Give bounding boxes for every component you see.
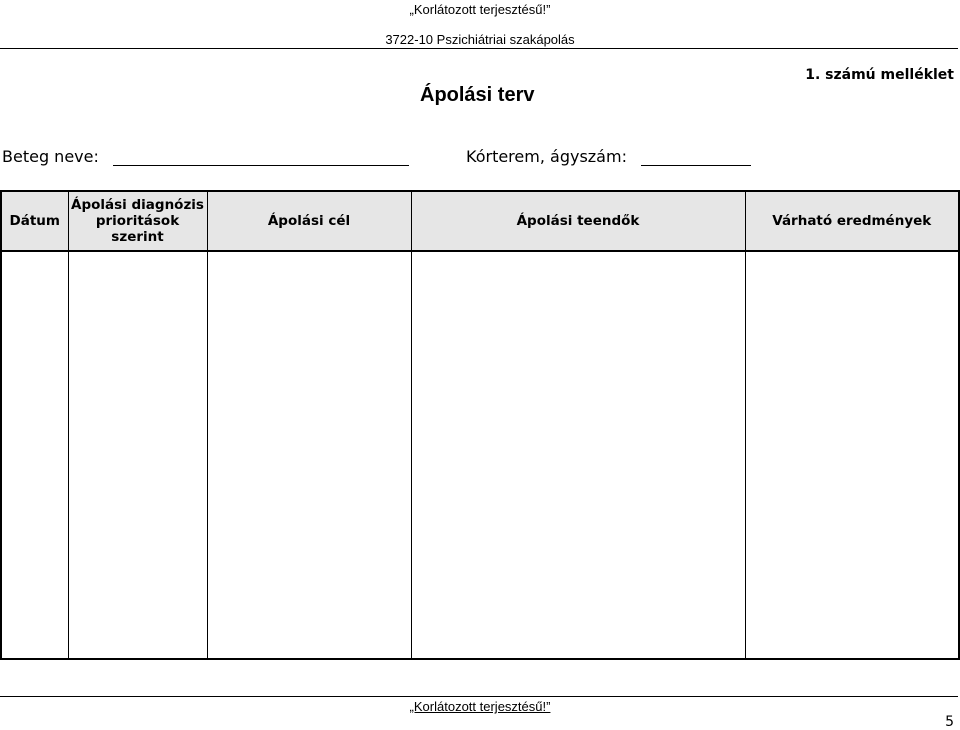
patient-name-blank-line[interactable] [113,151,409,166]
column-header-diagnosis: Ápolási diagnózis prioritások szerint [68,191,207,251]
patient-name-label: Beteg neve: [2,147,99,166]
column-header-expected-results: Várható eredmények [745,191,959,251]
header-restriction-notice [0,2,960,17]
table-header-row [1,191,959,251]
header-course-title: 3722-10 Pszichiátriai szakápolás [385,32,575,47]
expected-results-cell[interactable] [745,251,959,659]
care-plan-table [0,190,960,660]
goal-cell[interactable] [207,251,411,659]
column-header-goal: Ápolási cél [207,191,411,251]
footer-divider [0,696,958,697]
annex-label: 1. számú melléklet [805,67,954,83]
ward-bed-label: Kórterem, ágyszám: [466,147,627,166]
patient-name-field [2,147,409,166]
page-title: Ápolási terv [420,84,535,106]
page-number: 5 [945,714,954,730]
ward-bed-field [466,147,751,166]
column-header-tasks: Ápolási teendők [411,191,745,251]
diagnosis-cell[interactable] [68,251,207,659]
table-row [1,251,959,659]
date-cell[interactable] [1,251,68,659]
header-restriction-text: „Korlátozott terjesztésű!” [409,2,551,17]
header-divider [0,48,958,49]
tasks-cell[interactable] [411,251,745,659]
column-header-date: Dátum [1,191,68,251]
footer-restriction-notice: „Korlátozott terjesztésű!” [409,699,551,714]
ward-bed-blank-line[interactable] [641,151,751,166]
